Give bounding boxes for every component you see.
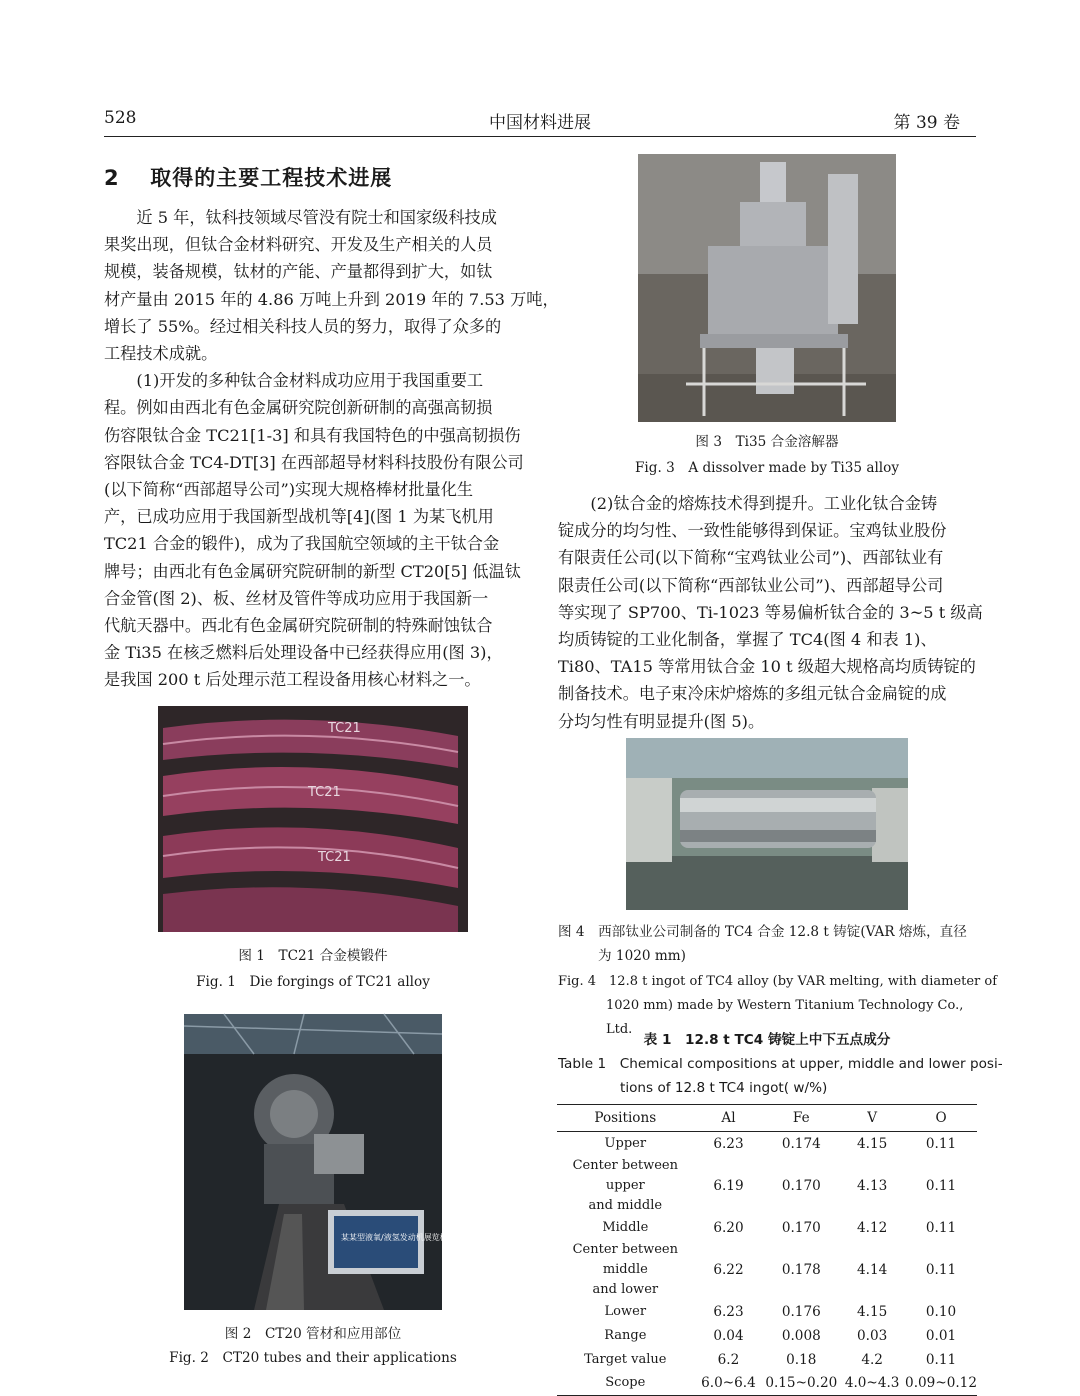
table-row (557, 1372, 977, 1396)
cell-position (557, 1300, 694, 1324)
engine-sign-text: 某某型液氧/液氢发动机展览样机 (341, 1233, 456, 1242)
text-line: 限责任公司(以下简称“西部钛业公司”)、西部超导公司 (558, 575, 944, 595)
header-o: O (905, 1105, 977, 1132)
text-line: 分均匀性有明显提升(图 5)。 (558, 711, 765, 731)
cell-al: 0.04 (713, 1327, 744, 1344)
table-row (557, 1156, 977, 1216)
figure-2-caption-cn: 图 2 CT20 管材和应用部位 (224, 1326, 402, 1342)
position-label-line: and lower (592, 1281, 659, 1297)
header-rule (104, 136, 976, 137)
figure-3-image (638, 154, 896, 422)
cell-position (557, 1324, 694, 1348)
text-line: 程。例如由西北有色金属研究院创新研制的高强高韧损 (104, 398, 493, 418)
paragraph-3 (558, 490, 983, 735)
cell-fe: 0.170 (781, 1219, 821, 1236)
journal-title: 中国材料进展 (489, 113, 591, 133)
figure-3-caption-cn: 图 3 Ti35 合金溶解器 (695, 434, 839, 450)
cell-v: 4.2 (861, 1351, 883, 1368)
text-line: 规模，装备规模，钛材的产能、产量都得到扩大，如钛 (104, 262, 493, 282)
cell-al: 6.0~6.4 (694, 1372, 764, 1396)
table-row (557, 1300, 977, 1324)
text-line: 容限钛合金 TC4-DT[3] 在西部超导材料科技股份有限公司 (104, 452, 524, 472)
text-line: 有限责任公司(以下简称“宝鸡钛业公司”)、西部钛业有 (558, 548, 944, 568)
cell-v: 4.0~4.3 (839, 1372, 905, 1396)
table-1-caption-cn: 表 1 12.8 t TC4 铸锭上中下五点成分 (643, 1032, 891, 1048)
text-line: Ti80、TA15 等常用钛合金 10 t 级超大规格高均质铸锭的 (558, 657, 976, 677)
cell-fe: 0.178 (781, 1261, 821, 1278)
text-line: 金 Ti35 在核乏燃料后处理设备中已经获得应用(图 3)， (104, 643, 503, 663)
cell-position (557, 1240, 694, 1300)
cell-fe: 0.174 (781, 1135, 821, 1152)
cell-o: 0.11 (925, 1351, 957, 1368)
figure-4-image (626, 738, 908, 910)
cell-al: 6.23 (713, 1135, 744, 1152)
cell-al: 6.23 (713, 1303, 744, 1320)
cell-o: 0.01 (925, 1327, 957, 1344)
cell-al: 6.2 (717, 1351, 740, 1368)
table-1-caption-en (558, 1052, 1003, 1100)
cell-fe: 0.170 (781, 1177, 821, 1194)
figure-4-caption-cn (558, 920, 976, 968)
cell-position (557, 1348, 694, 1372)
table-1-caption-en-line-1: Table 1 Chemical compositions at upper, middle and lower posi- (558, 1056, 1003, 1072)
cell-o: 0.10 (925, 1303, 957, 1320)
cell-o: 0.11 (925, 1219, 957, 1236)
position-label-line: Range (604, 1327, 647, 1343)
figure-1-image (158, 706, 468, 932)
cell-v: 4.14 (857, 1261, 888, 1278)
volume-label: 第 39 卷 (893, 113, 960, 133)
text-line: (以下简称“西部超导公司”)实现大规格棒材批量化生 (104, 480, 474, 500)
table-1-caption-en-line-2: tions of 12.8 t TC4 ingot( w/%) (620, 1080, 828, 1096)
forging-mark-2: TC21 (308, 785, 341, 800)
figure-4-caption-cn-line-2: 为 1020 mm) (598, 948, 686, 964)
text-line: 是我国 200 t 后处理示范工程设备用核心材料之一。 (104, 670, 481, 690)
position-label-line: Center between middle (572, 1241, 678, 1277)
paragraph-2 (104, 367, 522, 693)
table-header-row (557, 1105, 977, 1132)
table-row (557, 1216, 977, 1240)
cell-fe: 0.176 (781, 1303, 821, 1320)
right-text-column (558, 490, 983, 735)
text-line: 材产量由 2015 年的 4.86 万吨上升到 2019 年的 7.53 万吨， (104, 289, 559, 309)
header-fe: Fe (763, 1105, 839, 1132)
cell-position (557, 1216, 694, 1240)
page-number: 528 (104, 108, 137, 128)
header-positions: Positions (557, 1105, 694, 1132)
position-label-line: Scope (605, 1375, 646, 1391)
figure-4-caption-cn-line-1: 图 4 西部钛业公司制备的 TC4 合金 12.8 t 铸锭(VAR 熔炼，直径 (558, 924, 967, 940)
text-line: 产，已成功应用于我国新型战机等[4](图 1 为某飞机用 (104, 507, 494, 527)
table-row (557, 1132, 977, 1156)
cell-al: 6.19 (713, 1177, 744, 1194)
text-line: 均质铸锭的工业化制备，掌握了 TC4(图 4 和表 1)、 (558, 630, 937, 650)
figure-4-caption-en-line-1: Fig. 4 12.8 t ingot of TC4 alloy (by VAR melting, with diameter of (558, 974, 998, 989)
section-number: 2 (104, 166, 120, 190)
cell-o: 0.11 (925, 1135, 957, 1152)
cell-v: 4.15 (857, 1303, 888, 1320)
header-v: V (839, 1105, 905, 1132)
position-label-line: Upper (604, 1135, 647, 1151)
cell-al: 6.22 (713, 1261, 744, 1278)
text-line: 牌号；由西北有色金属研究院研制的新型 CT20[5] 低温钛 (104, 561, 521, 581)
text-line: 合金管(图 2)、板、丝材及管件等成功应用于我国新一 (104, 588, 489, 608)
figure-1-caption-en: Fig. 1 Die forgings of TC21 alloy (196, 974, 430, 990)
cell-position (557, 1132, 694, 1156)
header-al: Al (694, 1105, 764, 1132)
paragraph-1 (104, 204, 559, 367)
figure-1-caption-cn: 图 1 TC21 合金模锻件 (238, 948, 388, 964)
figure-4-caption-en-line-2: 1020 mm) made by Western Titanium Technology Co., Ltd. (606, 998, 964, 1037)
cell-al: 6.20 (713, 1219, 744, 1236)
text-line: 增长了 55%。经过相关科技人员的努力，取得了众多的 (104, 316, 502, 336)
text-line: 代航天器中。西北有色金属研究院研制的特殊耐蚀钛合 (104, 616, 493, 636)
text-line: 果奖出现，但钛合金材料研究、开发及生产相关的人员 (104, 235, 493, 255)
cell-v: 4.12 (857, 1219, 888, 1236)
text-line: (1)开发的多种钛合金材料成功应用于我国重要工 (136, 371, 484, 391)
table-row (557, 1348, 977, 1372)
text-line: (2)钛合金的熔炼技术得到提升。工业化钛合金铸 (590, 494, 938, 513)
table-row (557, 1324, 977, 1348)
table-row (557, 1240, 977, 1300)
text-line: TC21 合金的锻件)，成为了我国航空领域的主干钛合金 (104, 534, 500, 554)
figure-2-caption-en: Fig. 2 CT20 tubes and their applications (169, 1350, 457, 1366)
section-heading (104, 162, 392, 192)
cell-fe: 0.18 (786, 1351, 817, 1368)
dissolver-photo (638, 154, 896, 422)
cell-position (557, 1156, 694, 1216)
cell-o: 0.11 (925, 1177, 957, 1194)
engine-photo (184, 1014, 456, 1310)
cell-v: 4.13 (857, 1177, 888, 1194)
composition-table (557, 1104, 977, 1396)
text-line: 等实现了 SP700、Ti-1023 等易偏析钛合金的 3~5 t 级高 (558, 602, 983, 622)
cell-fe: 0.15~0.20 (763, 1372, 839, 1396)
cell-v: 0.03 (857, 1327, 888, 1344)
forging-mark-3: TC21 (318, 850, 351, 865)
position-label-line: Center between upper (572, 1157, 678, 1193)
text-line: 工程技术成就。 (104, 344, 218, 364)
position-label-line: Middle (602, 1219, 649, 1235)
text-line: 锭成分的均匀性、一致性能够得到保证。宝鸡钛业股份 (558, 521, 947, 541)
text-line: 近 5 年，钛科技领域尽管没有院士和国家级科技成 (136, 208, 497, 227)
text-line: 制备技术。电子束冷床炉熔炼的多组元钛合金扁锭的成 (558, 684, 947, 704)
cell-fe: 0.008 (781, 1327, 821, 1344)
cell-position (557, 1372, 694, 1396)
cell-v: 4.15 (857, 1135, 888, 1152)
section-title: 取得的主要工程技术进展 (150, 166, 393, 190)
figure-3-caption-en: Fig. 3 A dissolver made by Ti35 alloy (634, 460, 900, 476)
forging-mark-1: TC21 (328, 721, 361, 736)
cell-o: 0.09~0.12 (905, 1372, 977, 1396)
figure-2-image (184, 1014, 456, 1310)
position-label-line: Target value (584, 1351, 667, 1367)
position-label-line: Lower (604, 1303, 647, 1319)
cell-o: 0.11 (925, 1261, 957, 1278)
ingot-photo (626, 738, 908, 910)
die-forgings-photo (158, 706, 468, 932)
text-line: 伤容限钛合金 TC21[1-3] 和具有我国特色的中强高韧损伤 (104, 425, 521, 445)
position-label-line: and middle (588, 1197, 663, 1213)
left-text-column (104, 204, 559, 694)
